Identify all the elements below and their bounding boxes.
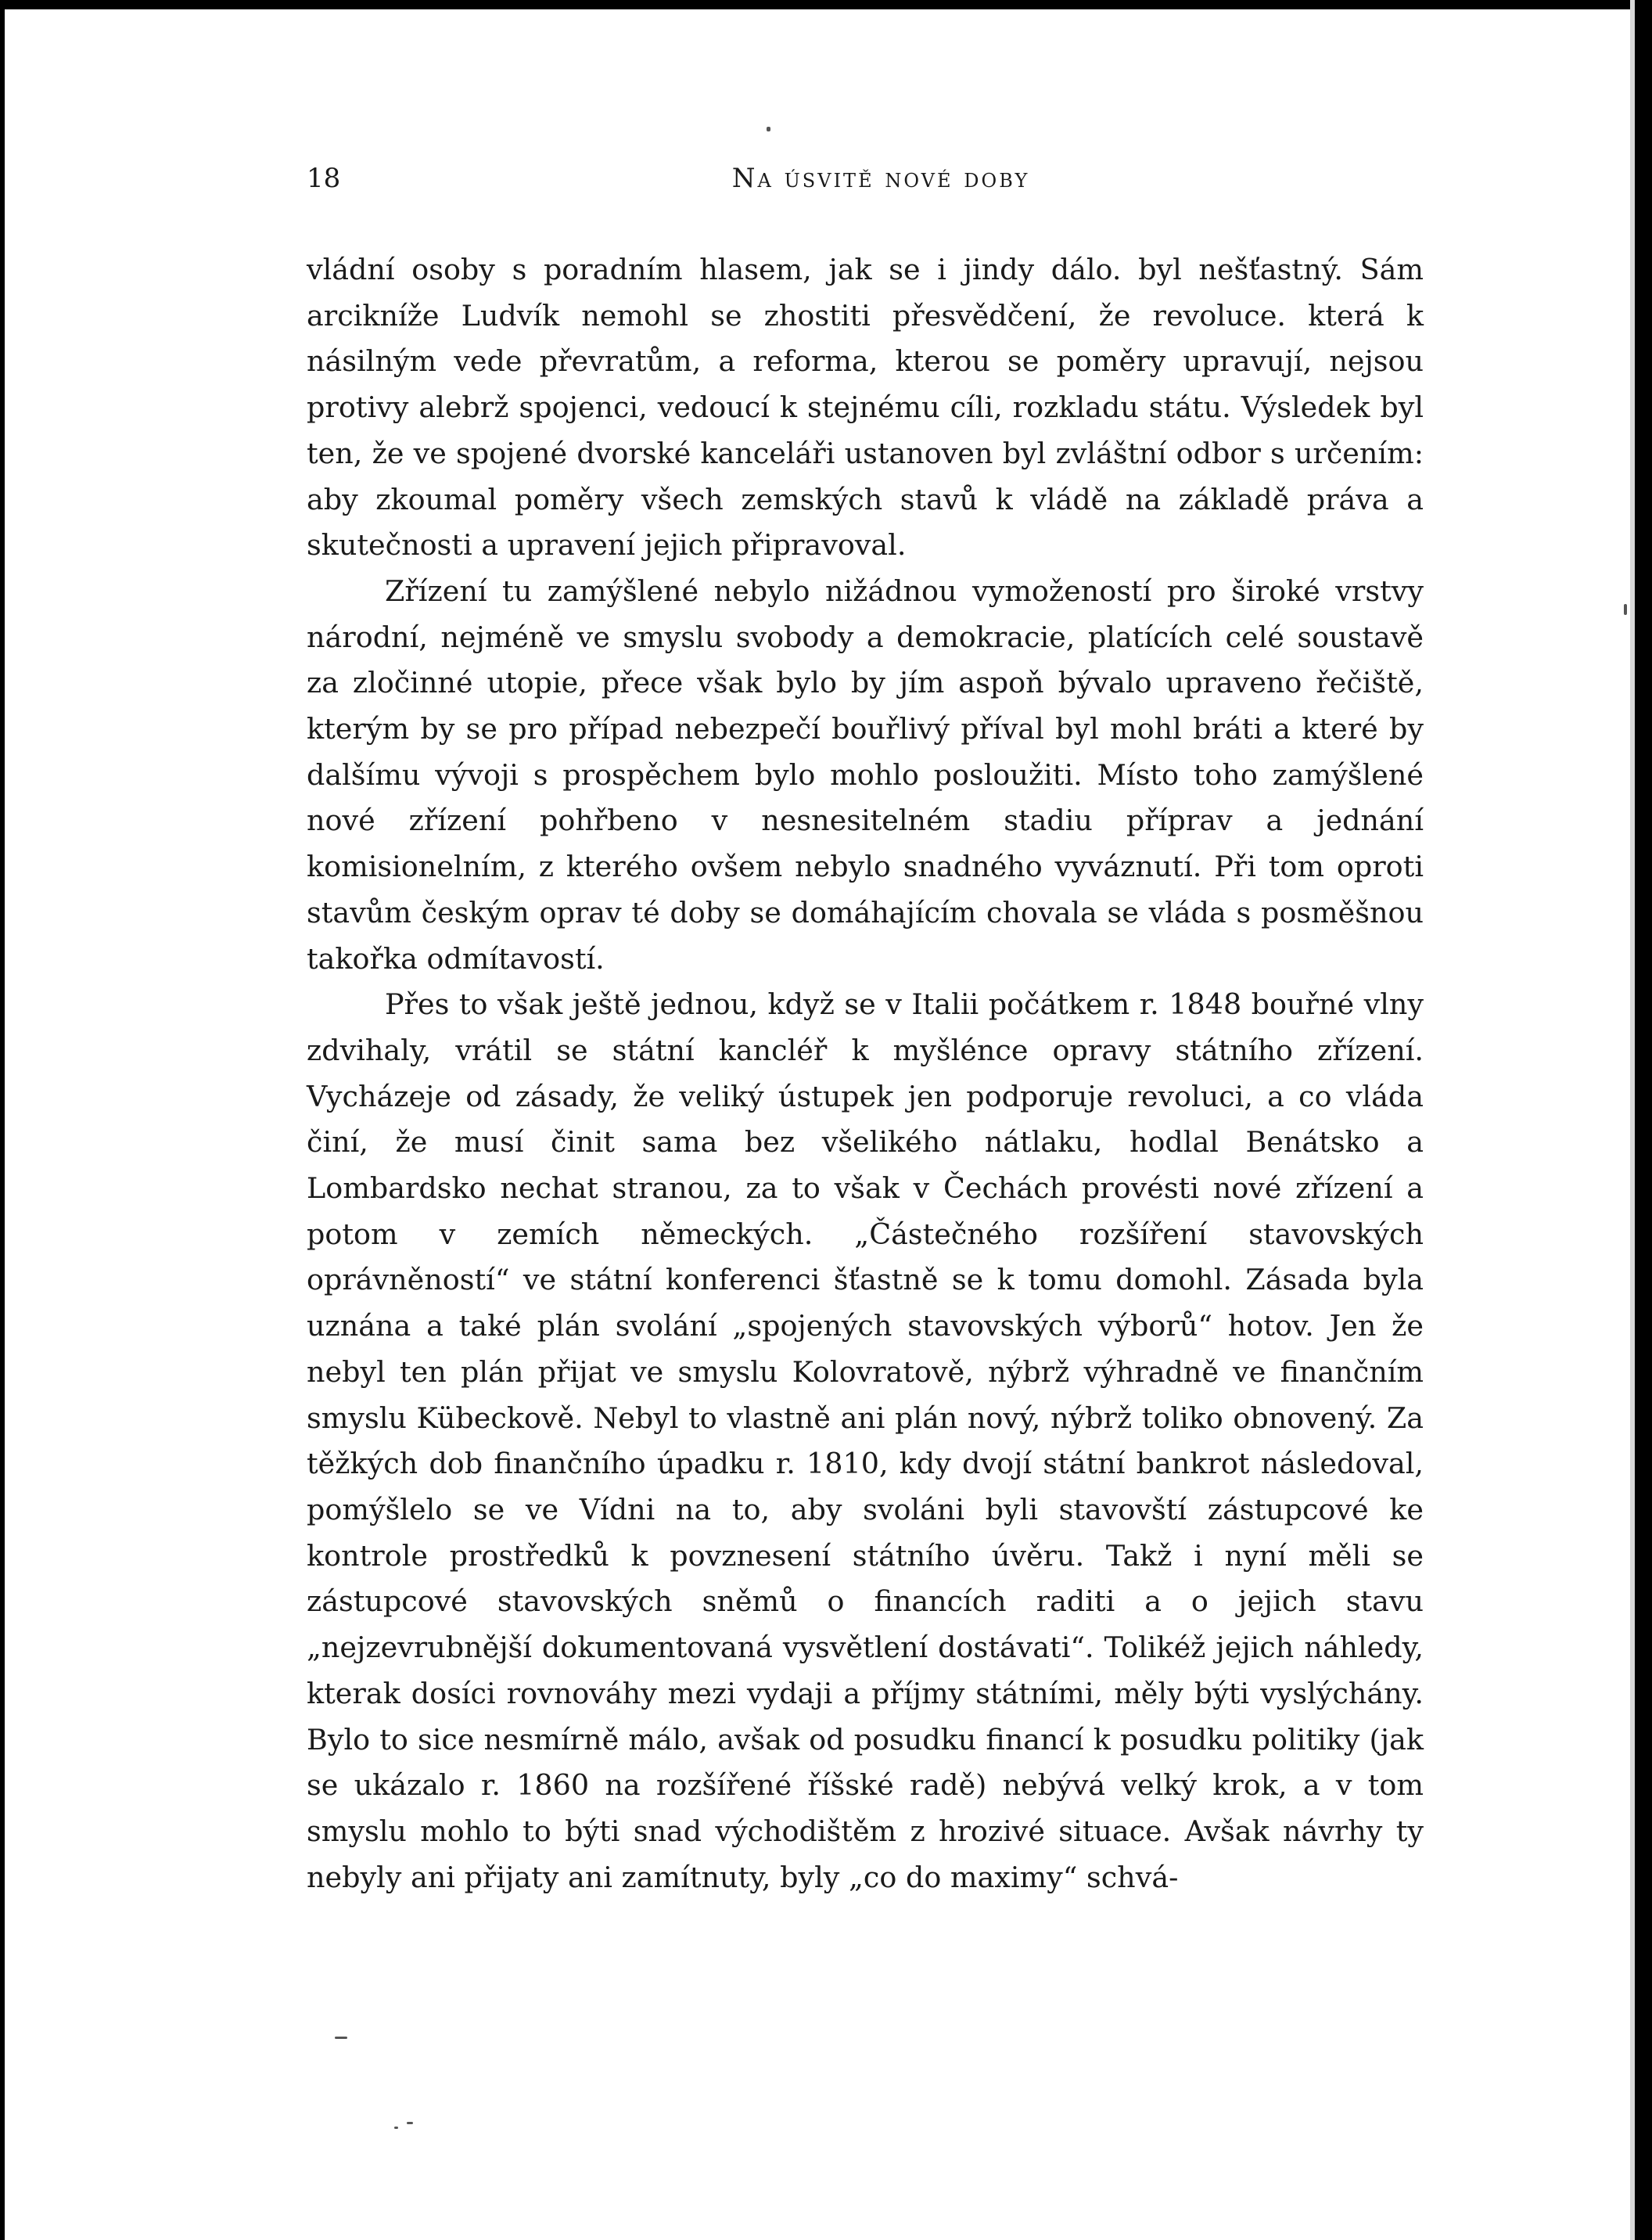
- paragraph: vládní osoby s poradním hlasem, jak se i jindy dálo. byl nešťastný. Sám arcikníže Ludvík nemohl se zhostiti přesvědčení, že revoluce. která k násilným vede převratům, a reforma, kterou se poměry upravují, nejsou protivy alebrž spojenci, vedoucí k stejnému cíli, rozkladu státu. Výsledek byl ten, že ve spojené dvorské kanceláři ustanoven byl zvláštní odbor s určením: aby zkoumal poměry všech zemských stavů k vládě na základě práva a skutečnosti a upravení jejich připravoval.: [307, 253, 1424, 563]
- scan-speck: [335, 2037, 347, 2039]
- scan-border-left: [0, 0, 5, 2240]
- running-title: Na úsvitě nové doby: [731, 163, 1030, 194]
- scan-speck: [394, 2127, 398, 2129]
- page-number: 18: [307, 163, 341, 194]
- scan-speck: [1624, 604, 1627, 615]
- scan-speck: [407, 2122, 413, 2124]
- paragraph: Zřízení tu zamýšlené nebylo nižádnou vymožeností pro široké vrstvy národní, nejméně ve smyslu svobody a demokracie, platících celé soustavě za zločinné utopie, přece však bylo by jím aspoň bývalo upraveno řečiště, kterým by se pro případ nebezpečí bouřlivý příval byl mohl bráti a které by dalšímu vývoji s prospěchem bylo mohlo posloužiti. Místo toho zamýšlené nové zřízení pohřbeno v nesnesitelném stadiu příprav a jednání komisionelním, z kterého ovšem nebylo snadného vyváznutí. Při tom oproti stavům českým oprav té doby se domáhajícím chovala se vláda s posměšnou takořka odmítavostí.: [307, 573, 1424, 976]
- running-head: [307, 163, 1424, 202]
- body-text: [307, 247, 1424, 1900]
- scan-speck: [767, 127, 770, 131]
- paragraph: Přes to však ještě jednou, když se v Italii počátkem r. 1848 bouřné vlny zdvihaly, vrátil se státní kancléř k myšlénce opravy státního zřízení. Vycházeje od zásady, že veliký ústupek jen podporuje revoluci, a co vláda činí, že musí činit sama bez všelikého nátlaku, hodlal Benátsko a Lombardsko nechat stranou, za to však v Čechách provésti nové zřízení a potom v zemích německých. „Částečného rozšíření stavovských oprávněností“ ve státní konferenci šťastně se k tomu domohl. Zásada byla uznána a také plán svolání „spojených stavovských výborů“ hotov. Jen že nebyl ten plán přijat ve smyslu Kolovratově, nýbrž výhradně ve finančním smyslu Kübeckově. Nebyl to vlastně ani plán nový, nýbrž toliko obnovený. Za těžkých dob finančního úpadku r. 1810, kdy dvojí státní bankrot následoval, pomýšlelo se ve Vídni na to, aby svoláni byli stavovští zástupcové ke kontrole prostředků k povznesení státního úvěru. Takž i nyní měli se zástupcové stavovských sněmů o financích raditi a o jejich stavu „nejzevrubnější dokumentovaná vysvětlení dostávati“. Tolikéž jejich náhledy, kterak dosíci rovnováhy mezi vydaji a příjmy státními, měly býti vyslýchány. Bylo to sice nesmírně málo, avšak od posudku financí k posudku politiky (jak se ukázalo r. 1860 na rozšířené říšské radě) nebývá velký krok, a v tom smyslu mohlo to býti snad východištěm z hrozivé situace. Avšak návrhy ty nebyly ani přijaty ani zamítnuty, byly „co do maximy“ schvá-: [307, 987, 1424, 1894]
- scan-border-right: [1635, 0, 1652, 2240]
- scan-border-top: [0, 0, 1652, 9]
